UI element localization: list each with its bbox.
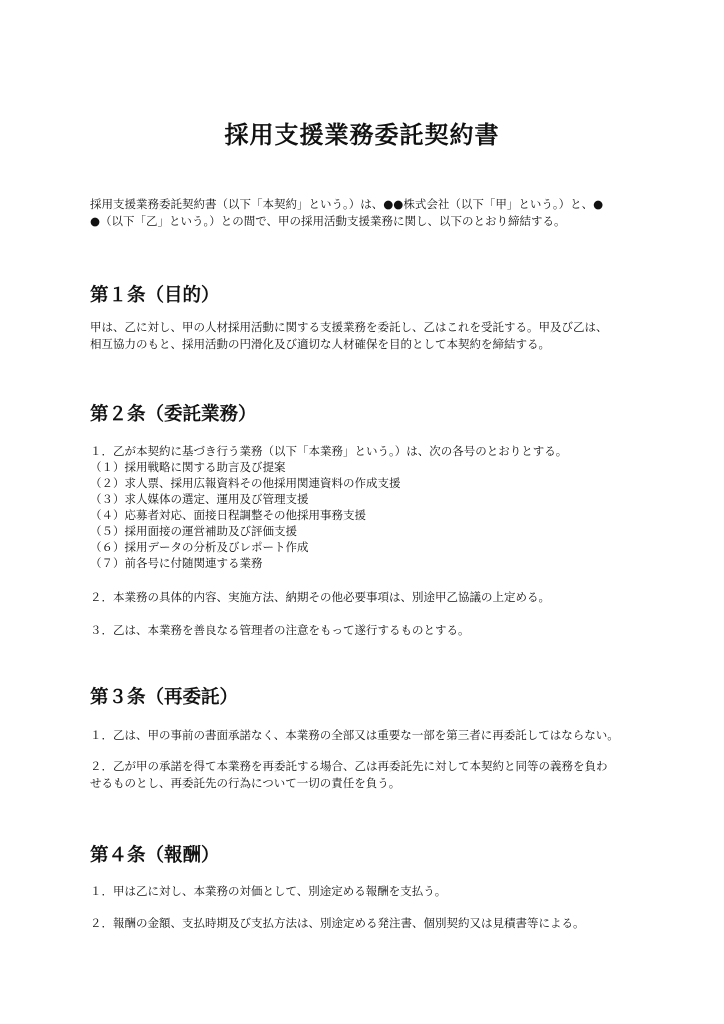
article-2-clause-3: ３．乙は、本業務を善良なる管理者の注意をもって遂行するものとする。 bbox=[90, 623, 470, 637]
article-3-clause-2-line: せるものとし、再委託先の行為について一切の責任を負う。 bbox=[90, 776, 401, 790]
article-3-clause-2 bbox=[90, 758, 638, 792]
article-2-item: （５）採用面接の運営補助及び評価支援 bbox=[90, 524, 297, 538]
article-3-clause-2-line: ２．乙が甲の承諾を得て本業務を再委託する場合、乙は再委託先に対して本契約と同等の義務を負わ bbox=[90, 759, 608, 773]
article-2-heading: 第２条（委託業務） bbox=[90, 404, 257, 425]
article-4-heading: 第４条（報酬） bbox=[90, 845, 220, 866]
preamble-line: ●（以下「乙」という。）との間で、甲の採用活動支援業務に関し、以下のとおり締結する。 bbox=[90, 214, 566, 228]
article-2-item: （７）前各号に付随関連する業務 bbox=[90, 556, 263, 570]
article-2-item: （１）採用戦略に関する助言及び提案 bbox=[90, 460, 286, 474]
article-2-clause-2: ２．本業務の具体的内容、実施方法、納期その他必要事項は、別途甲乙協議の上定める。 bbox=[90, 590, 550, 604]
article-3-clause-1: １．乙は、甲の事前の書面承諾なく、本業務の全部又は重要な一部を第三者に再委託してはならない。 bbox=[90, 728, 619, 742]
article-1-line: 相互協力のもと、採用活動の円滑化及び適切な人材確保を目的として本契約を締結する。 bbox=[90, 337, 550, 351]
article-4-clause-2: ２．報酬の金額、支払時期及び支払方法は、別途定める発注書、個別契約又は見積書等による。 bbox=[90, 916, 585, 930]
article-1-line: 甲は、乙に対し、甲の人材採用活動に関する支援業務を委託し、乙はこれを受託する。甲及び乙は、 bbox=[90, 320, 608, 334]
article-2-item: （４）応募者対応、面接日程調整その他採用事務支援 bbox=[90, 508, 366, 522]
article-2-item: （２）求人票、採用広報資料その他採用関連資料の作成支援 bbox=[90, 476, 401, 490]
article-2-clause-1: １．乙が本契約に基づき行う業務（以下「本業務」という。）は、次の各号のとおりとする。 bbox=[90, 444, 568, 458]
article-2-item: （３）求人媒体の選定、運用及び管理支援 bbox=[90, 492, 309, 506]
article-1-heading: 第１条（目的） bbox=[90, 285, 220, 306]
article-1-body bbox=[90, 319, 638, 353]
article-2-item: （６）採用データの分析及びレポート作成 bbox=[90, 540, 309, 554]
preamble bbox=[90, 196, 638, 230]
document-title: 採用支援業務委託契約書 bbox=[224, 121, 500, 149]
article-4-clause-1: １．甲は乙に対し、本業務の対価として、別途定める報酬を支払う。 bbox=[90, 884, 447, 898]
preamble-line: 採用支援業務委託契約書（以下「本契約」という。）は、●●株式会社（以下「甲」という。）と、● bbox=[90, 197, 604, 211]
article-3-heading: 第３条（再委託） bbox=[90, 687, 239, 708]
